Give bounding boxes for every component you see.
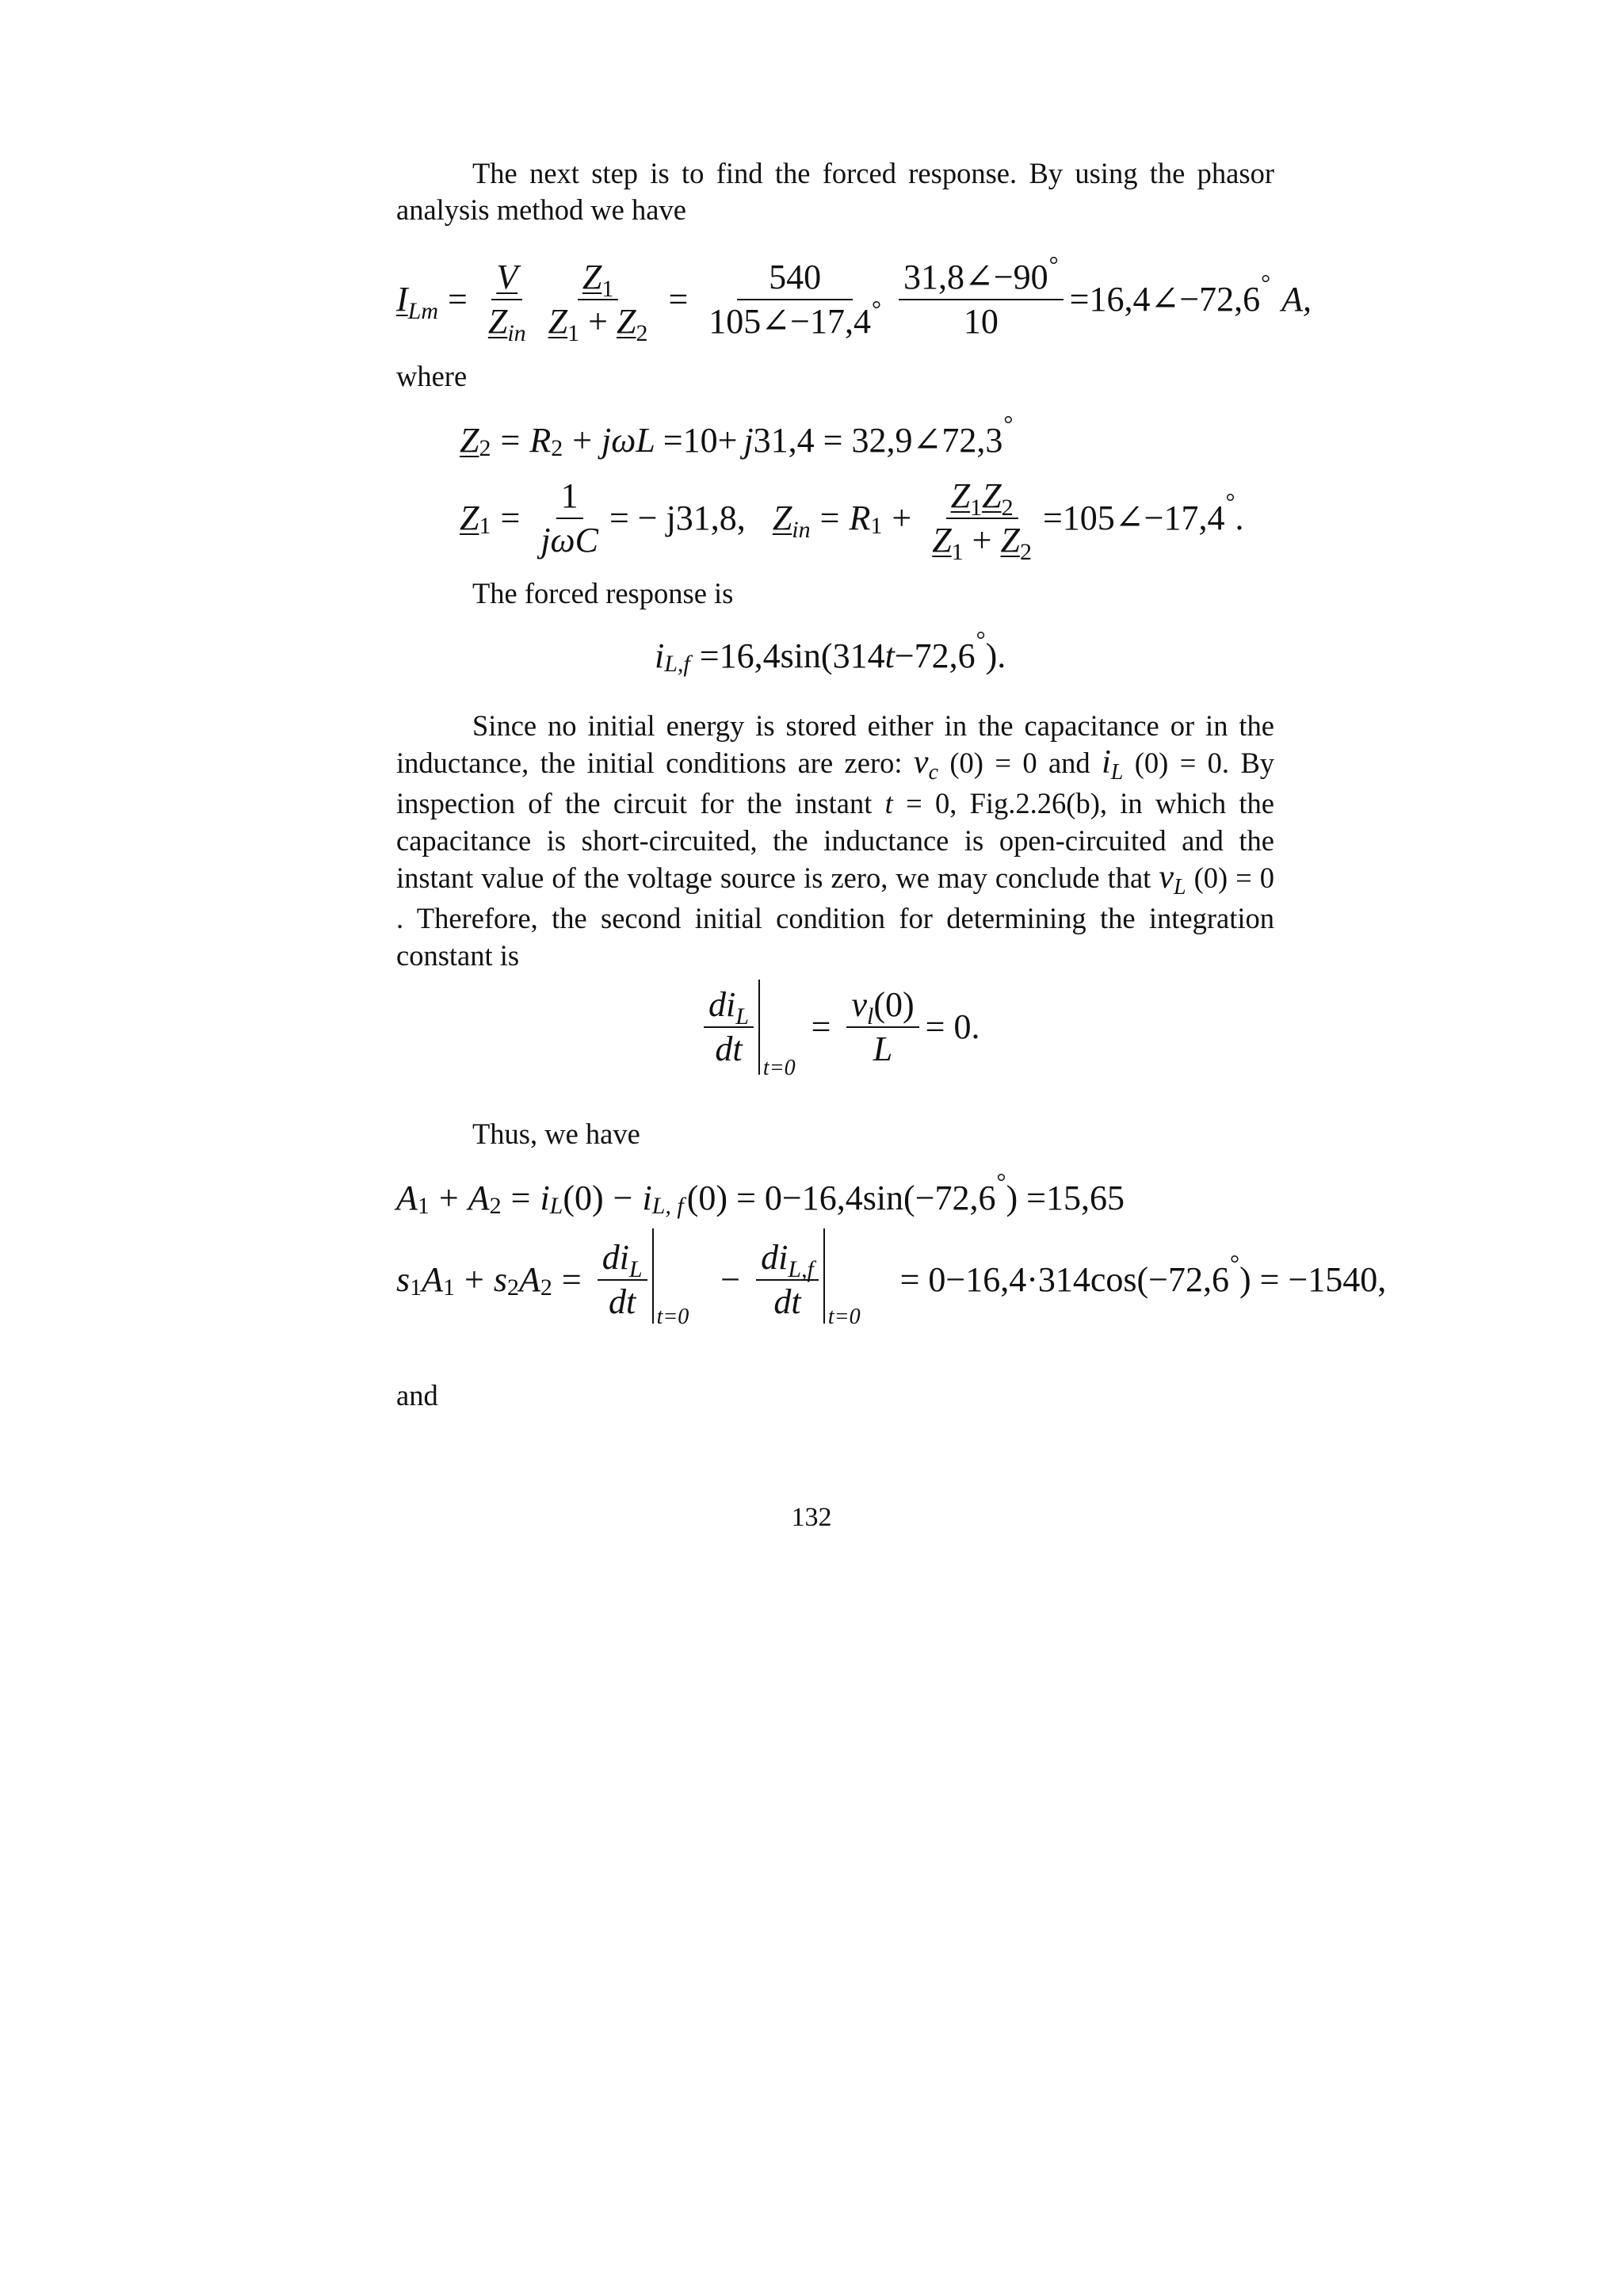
eq6-a1: A (396, 1179, 418, 1217)
equation-forced-response: i L,f =16,4sin(314 t −72,6 ° ). (655, 627, 1006, 677)
eq7-s2-sub: 2 (506, 1274, 519, 1301)
eq2-lhs-sub: 2 (479, 435, 491, 461)
eq7-f1-num: di (601, 1238, 629, 1277)
eq5-den: dt (715, 1030, 743, 1068)
eq7-s1-sub: 1 (410, 1274, 422, 1301)
eq2-j: j (743, 421, 754, 460)
eq1-f2-num-sub: 1 (601, 276, 614, 302)
inline-il: i (1102, 744, 1111, 781)
eq1-f2-den-a: Z (548, 302, 568, 341)
eq5-end: = 0. (925, 1007, 980, 1046)
eq3-frac-parallel: $\frac{Z_1Z_2}{Z_1 + Z_2}$ (932, 476, 1032, 565)
eq7-eval-2: t=0 (827, 1305, 861, 1329)
eq2-jwl: jωL (601, 421, 655, 460)
eq3-lhs: Z (460, 499, 479, 537)
eq1-f2-den-b-sub: 2 (636, 320, 648, 346)
eq5-frac-vl (846, 985, 918, 1068)
eq1-frac-numeric: $\frac{540}{105\angle-17,4^\circ}$ (708, 258, 881, 341)
eq5-f-num-sub: l (866, 1003, 874, 1030)
eq3-n-a: Z (950, 476, 971, 515)
eq3-r-sub: 1 (870, 513, 883, 539)
eq1-result: =16,4∠−72,6 (1069, 280, 1261, 319)
eq7-f2-num: di (761, 1238, 789, 1277)
eq5-f-num-b: (0) (873, 985, 915, 1024)
eq3-zin: Z (772, 499, 792, 537)
eq7-a1-sub: 1 (443, 1274, 456, 1301)
inline-vc: v (913, 744, 929, 781)
eq5-f-den: L (873, 1030, 893, 1068)
equation-z2: Z 2 = R 2 + jωL =10+ j 31,4 = 32,9∠72,3 ° (460, 411, 1014, 461)
p2-text-d: = 0, Fig.2.26(b), in which the capacitance is short-circuited, the inductance is open-circuited and the instant value of the voltage source is zero, we may conclude that (396, 787, 1275, 894)
eq7-f2-num-sub: L,f (788, 1256, 814, 1282)
page-number: 132 (791, 1503, 832, 1532)
eq5-f-num: v (851, 985, 867, 1024)
eq3-n-b-sub: 2 (1001, 495, 1014, 521)
eq4-rhs: =16,4sin(314 (699, 636, 885, 675)
eq1-f2-den-a-sub: 1 (567, 320, 580, 346)
inline-il-sub: L (1110, 760, 1124, 785)
eq1-f2-den-b: Z (616, 302, 636, 341)
eq6-rhs: (0) = 0−16,4sin(−72,6 (686, 1179, 996, 1217)
eq3-num: 1 (556, 479, 583, 519)
eq5-num: di (708, 985, 736, 1024)
eq6-a2-sub: 2 (489, 1193, 502, 1219)
eq1-f1-den-sub: in (507, 320, 526, 346)
inline-vc-sub: c (928, 760, 938, 785)
eq3-frac-1-jwc (536, 476, 603, 560)
eq7-f1-den: dt (609, 1282, 636, 1321)
where-label: where (396, 360, 468, 392)
eq1-f2-num: Z (582, 258, 602, 296)
p2-text-a: Since no initial energy is stored either in the capacitance or in the inductance, the initial conditions are zero: (396, 709, 1274, 779)
eq7-a1: A (422, 1260, 444, 1299)
eq4-t: t (884, 636, 895, 675)
eq5-eval: t=0 (762, 1056, 796, 1080)
forced-response-label: The forced response is (472, 577, 734, 609)
eq3-mid: = − j31,8, (609, 499, 746, 537)
eq6-il-sub: L (549, 1193, 563, 1219)
eq6-end: ) =15,65 (1006, 1179, 1125, 1217)
p2-text-c: (0) = 0. By inspection of the circuit for the instant (396, 747, 1275, 819)
eq3-lhs-sub: 1 (479, 513, 491, 539)
eq1-f3-num: 540 (737, 260, 853, 300)
eq7-end: ) = −1540, (1239, 1260, 1387, 1299)
eq1-f4-den: 10 (963, 302, 999, 341)
eq1-unit: A, (1281, 280, 1312, 319)
eq7-frac-dil (598, 1240, 647, 1320)
eq1-f4-num: 31,8∠−90 (903, 258, 1048, 296)
eq2-lhs: Z (460, 421, 479, 460)
equation-ilm: $I_{Lm}$ = $\frac{V}{Z_{in}}$ $\frac{Z_1}{Z_1 + Z_2}$ = $\frac{540}{105\angle-17,4^\circ}$ $\frac{31,8\angle-90^\circ}{10}$ =16,4∠−72,6 ° A, (396, 252, 1312, 346)
eq3-d-b: Z (1000, 521, 1020, 560)
paragraph-intro: The next step is to find the forced response. By using the phasor analysis method we have (396, 157, 1274, 226)
eq7-a2: A (518, 1260, 540, 1299)
eq1-frac-v-zin (483, 258, 531, 346)
p2-text-e: (0) = 0 . Therefore, the second initial condition for determining the integration constant is (396, 861, 1274, 972)
eq3-result: =105∠−17,4 (1042, 499, 1225, 537)
inline-vl-sub: L (1173, 875, 1186, 900)
eq2-r: R (529, 421, 552, 460)
eq2-rest-b: 31,4 = 32,9∠72,3 (753, 421, 1003, 460)
eq3-zin-sub: in (792, 517, 811, 543)
eq5-frac-derivative (704, 985, 754, 1068)
eq3-n-a-sub: 1 (970, 495, 983, 521)
eq1-lhs-sub: Lm (407, 298, 439, 324)
eq6-a2: A (468, 1179, 490, 1217)
eq2-rest-a: =10+ (663, 421, 738, 460)
eq4-lhs: i (655, 636, 665, 675)
eq3-d-a-sub: 1 (951, 539, 964, 565)
eq1-f1-num: V (496, 258, 518, 296)
eq6-il: i (540, 1179, 550, 1217)
eq1-lhs: I (396, 280, 408, 319)
inline-t: t (884, 787, 893, 819)
eq3-n-b: Z (982, 476, 1002, 515)
equation-z1-zin: Z 1 = $\frac{1}{\text{jωC}}$ = − j31,8, $Z_{in}$ = R 1 + $\frac{Z_1Z_2}{Z_1 + Z_2}$ =105∠−17,4 ° . (460, 476, 1244, 565)
eq3-d-a: Z (932, 521, 952, 560)
eq4-rhs-b: −72,6 (894, 636, 976, 675)
eq7-a2-sub: 2 (540, 1274, 552, 1301)
paragraph-initial-conditions (396, 707, 1274, 974)
eq4-end: ). (985, 636, 1006, 675)
eq5-eval-bar (758, 980, 796, 1080)
equation-s1a1-s2a2: s 1 A 1 + s 2 A 2 = $\frac{di_L}{dt}$ t=0 − $\frac{di_{L,f}}{dt}$ t=0 = 0−16,4·314cos(−72,6 ° ) = −1540, (396, 1228, 1386, 1331)
eq5-num-sub: L (735, 1003, 749, 1030)
eq2-r-sub: 2 (551, 435, 563, 461)
eq6-ilf-sub: L, f (651, 1193, 684, 1219)
eq7-rhs: = 0−16,4·314cos(−72,6 (899, 1260, 1229, 1299)
eq7-f1-num-sub: L (628, 1256, 643, 1282)
eq7-eval-bar-1 (652, 1228, 689, 1329)
equation-a1-a2: A 1 + A 2 = i L (0) − i L, f (0) = 0−16,4sin(−72,6 ° ) =15,65 (396, 1169, 1125, 1219)
eq1-f1-den: Z (487, 302, 508, 341)
equation-dil-dt: $\frac{di_L}{dt}$ t=0 = $\frac{v_l(0)}{L}$ = 0. (697, 980, 980, 1075)
eq7-s2: s (493, 1260, 507, 1299)
eq7-s1: s (396, 1260, 411, 1299)
eq7-frac-dilf (756, 1240, 819, 1320)
eq7-f2-den: dt (773, 1282, 801, 1321)
eq3-r: R (849, 499, 871, 537)
eq7-eval-bar-2 (823, 1228, 861, 1329)
eq6-a1-sub: 1 (417, 1193, 430, 1219)
p2-text-b: (0) = 0 and (949, 747, 1090, 779)
eq6-ilf: i (642, 1179, 652, 1217)
eq1-f3-den: 105∠−17,4 (708, 302, 871, 341)
eq3-d-b-sub: 2 (1019, 539, 1032, 565)
eq1-frac-divider: $\frac{Z_1}{Z_1 + Z_2}$ (548, 258, 648, 346)
eq3-den: jωC (540, 521, 598, 560)
inline-vl: v (1159, 859, 1174, 896)
and-label: and (396, 1379, 438, 1412)
eq4-lhs-sub: L,f (664, 651, 690, 677)
eq1-frac-ratio: $\frac{31,8\angle-90^\circ}{10}$ (899, 260, 1064, 339)
eq7-eval-1: t=0 (656, 1305, 689, 1329)
thus-label: Thus, we have (472, 1117, 640, 1150)
